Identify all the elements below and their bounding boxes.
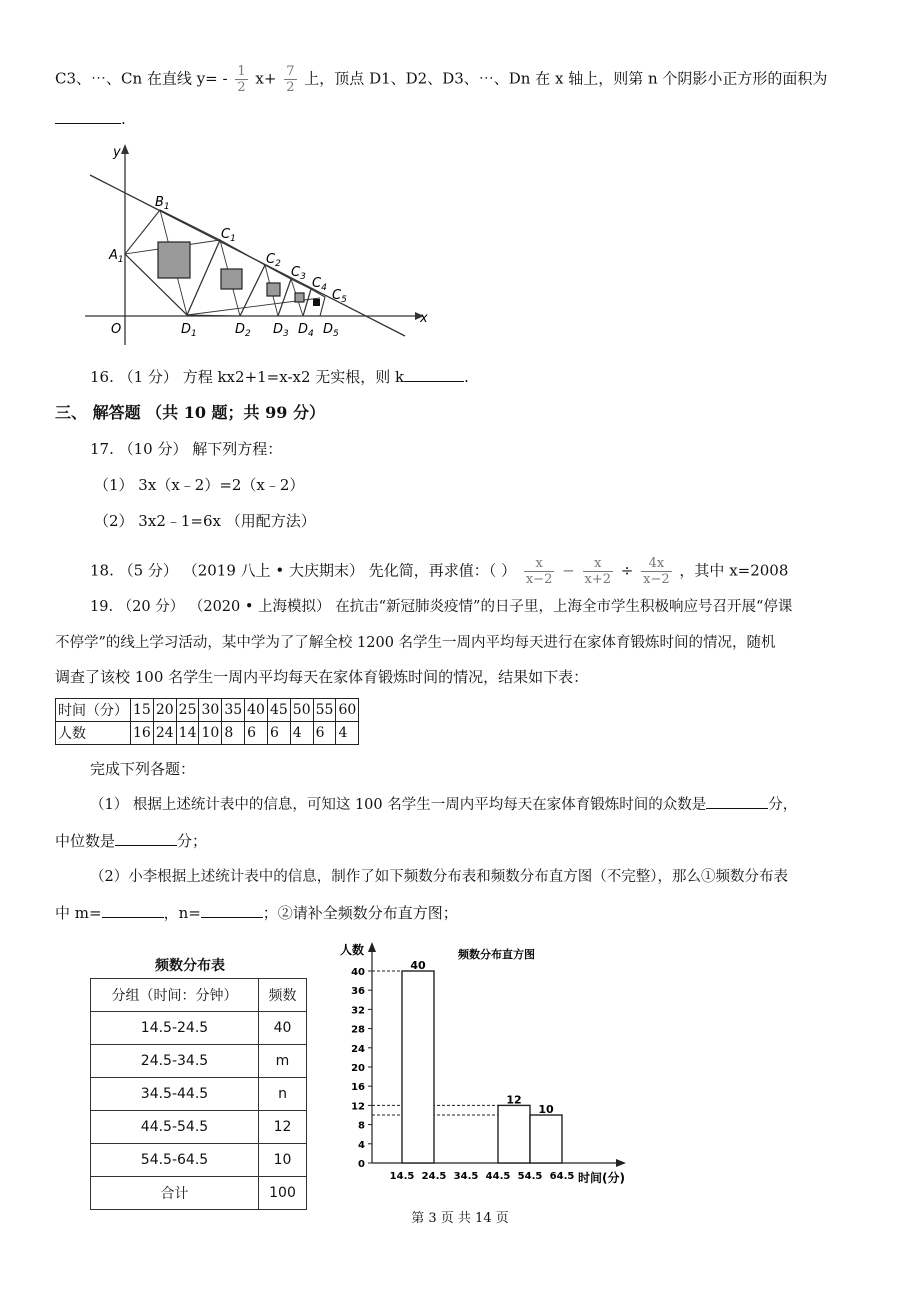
q17-part-2: （2） 3x2﹣1=6x （用配方法） [94,512,316,530]
time-cell: 50 [290,699,313,722]
q19-p2-text: （2）小李根据上述统计表中的信息，制作了如下频数分布表和频数分布直方图（不完整），那么①频数分布表 [90,869,788,885]
label-a1: $A_1$ [109,248,124,265]
q16-text: 16. （1 分） 方程 kx2+1=x-x2 无实根，则 k [90,368,405,386]
q17-title: 17. （10 分） 解下列方程： [90,440,283,458]
y-tick-label: 36 [351,986,365,998]
q19-line-2: 不停学”的线上学习活动，某中学为了了解全校 1200 名学生一周内平均每天进行在家体育锻炼时间的情况，随机 [55,635,776,651]
q15-line [55,64,827,95]
label-b1: $B_1$ [155,195,170,212]
shaded-square-2 [221,269,242,289]
square-3 [240,265,291,316]
count-cell: 4 [336,722,359,745]
q18-tail: ，其中 x=2008 [679,561,789,580]
q19-line-1: 19. （20 分） （2020 • 上海模拟） 在抗击“新冠肺炎疫情”的日子里，上海全市学生积极响应号召开展“停课 [90,599,793,615]
q16-answer-blank[interactable] [404,367,464,382]
page-footer: 第 3 页 共 14 页 [411,1211,509,1226]
time-cell: 20 [153,699,176,722]
freq-table-row [91,1012,307,1045]
histogram-xlabel: 时间(分) [578,1171,625,1185]
freq-group-cell: 14.5-24.5 [91,1012,259,1045]
y-tick-label: 32 [351,1005,365,1017]
count-cell: 16 [131,722,154,745]
y-tick-label: 4 [358,1139,365,1151]
bar-data-label: 40 [410,959,426,972]
count-cell: 8 [222,722,245,745]
y-axis-label: y [113,145,121,160]
y-tick-label: 20 [351,1063,365,1074]
freq-count-cell: n [259,1078,307,1111]
q19-complete: 完成下列各题： [90,760,196,778]
freq-table-row [91,1078,307,1111]
x-axis-label: x [420,311,428,326]
q19-n-label: ，n= [163,904,201,922]
count-cell: 4 [290,722,313,745]
q19-mode-blank[interactable] [706,794,768,809]
q15-frac-half: $\frac{1}{2}$ [237,64,246,95]
freq-count-cell: 40 [259,1012,307,1045]
time-cell: 35 [222,699,245,722]
x-tick-label: 64.5 [549,1171,575,1182]
q18-text: 18. （5 分） （2019 八上 • 大庆期末） 先化简，再求值：（ ） [90,561,517,580]
label-c5: $C_5$ [332,288,347,305]
histogram-title: 频数分布直方图 [458,948,535,961]
label-c1: $C_1$ [221,227,236,244]
y-axis-arrow [121,144,129,154]
q18-frac-1: $\frac{x}{x-2}$ [525,556,553,587]
q19-median-blank[interactable] [115,831,177,846]
freq-count-cell: 10 [259,1144,307,1177]
freq-count-cell: 12 [259,1111,307,1144]
freq-header-group: 分组（时间：分钟） [91,979,259,1012]
x-tick-label: 44.5 [485,1171,511,1182]
freq-table-title: 频数分布表 [155,958,225,974]
q19-data-table [55,698,359,745]
q18-frac-3: $\frac{4x}{x-2}$ [643,556,670,587]
freq-table [90,978,307,1210]
q17-part-1: （1） 3x（x﹣2）=2（x﹣2） [94,476,305,494]
histogram-ylabel: 人数 [340,943,365,957]
time-cell: 30 [199,699,222,722]
q19-n-blank[interactable] [201,903,263,918]
histogram-bar [498,1105,530,1163]
label-d4: $D_4$ [298,322,314,339]
q15-answer-blank[interactable] [55,109,121,124]
freq-group-cell: 24.5-34.5 [91,1045,259,1078]
q18-divide: ÷ [620,561,634,580]
histogram-x-arrow [616,1159,626,1167]
q16-line [90,366,469,388]
count-cell: 14 [176,722,199,745]
q19-part-2-line-2 [55,902,458,924]
q18-frac-2: $\frac{x}{x+2}$ [584,556,611,587]
freq-count-cell: m [259,1045,307,1078]
bar-data-label: 10 [538,1103,554,1116]
count-cell: 6 [313,722,336,745]
y-tick-label: 16 [351,1082,365,1094]
q19-part-2-line [90,866,788,888]
freq-group-cell: 34.5-44.5 [91,1078,259,1111]
label-d2: $D_2$ [235,322,251,339]
freq-total-label: 合计 [91,1177,259,1210]
q19-m-blank[interactable] [102,903,164,918]
freq-group-cell: 44.5-54.5 [91,1111,259,1144]
q19-m-label: 中 m= [55,904,102,922]
q19-median-label: 中位数是 [55,832,116,850]
q19-median-unit: 分； [177,832,208,850]
q19-part-1-line [90,794,797,816]
section-3-title: 三、 解答题 （共 10 题；共 99 分） [55,403,325,422]
label-d3: $D_3$ [273,322,289,339]
freq-total-value: 100 [259,1177,307,1210]
x-tick-label: 24.5 [421,1171,447,1182]
y-tick-label: 0 [358,1159,365,1170]
freq-table-row [91,1045,307,1078]
y-tick-label: 40 [351,967,365,978]
freq-group-cell: 54.5-64.5 [91,1144,259,1177]
shaded-square-5 [313,299,320,306]
q19-line-3: 调查了该校 100 名学生一周内平均每天在家体育锻炼时间的情况，结果如下表： [55,668,589,686]
count-cell: 24 [153,722,176,745]
q18-line [90,556,788,587]
time-cell: 40 [245,699,268,722]
y-tick-label: 24 [351,1043,365,1055]
geometry-figure [75,140,435,350]
x-tick-label: 54.5 [517,1171,543,1182]
freq-table-total [91,1177,307,1210]
freq-table-row [91,1111,307,1144]
label-c4: $C_4$ [312,276,327,293]
bar-data-label: 12 [506,1093,522,1107]
freq-table-header [91,979,307,1012]
freq-table-row [91,1144,307,1177]
q15-part-b: x+ [255,69,277,88]
q19-p1-text: （1） 根据上述统计表中的信息，可知这 100 名学生一周内平均每天在家体育锻炼时间的众数是 [90,797,707,813]
histogram-bar [402,971,434,1163]
time-cell: 45 [267,699,290,722]
q15-period: . [121,110,126,128]
time-cell: 55 [313,699,336,722]
header-time: 时间（分） [56,699,131,722]
q16-period: . [464,368,469,386]
x-tick-label: 14.5 [389,1171,415,1182]
origin-label: O [111,322,122,337]
shaded-square-4 [295,293,304,302]
q15-answer-line [55,108,126,130]
histogram-y-arrow [368,942,376,952]
frequency-histogram [330,938,650,1193]
shaded-square-1 [158,242,190,278]
q18-minus: − [562,561,575,580]
table-row-times [56,699,359,722]
table-row-counts [56,722,359,745]
y-tick-label: 12 [351,1101,365,1113]
label-d5: $D_5$ [323,322,339,339]
q19-part-1-line-2 [55,830,207,852]
q19-p1-unit: 分， [768,797,798,813]
q15-frac-seven-half: $\frac{7}{2}$ [286,64,295,95]
label-c2: $C_2$ [266,252,281,269]
time-cell: 25 [176,699,199,722]
q19-p2-tail: ；②请补全频数分布直方图； [262,904,458,922]
q15-part-c: 上，顶点 D1、D2、D3、⋯、Dn 在 x 轴上，则第 n 个阴影小正方形的面积为 [304,69,828,88]
time-cell: 15 [131,699,154,722]
y-tick-label: 28 [351,1024,365,1036]
count-cell: 6 [267,722,290,745]
time-cell: 60 [336,699,359,722]
freq-header-count: 频数 [259,979,307,1012]
label-c3: $C_3$ [291,265,306,282]
label-d1: $D_1$ [181,322,197,339]
y-tick-label: 8 [358,1120,365,1132]
histogram-bar [530,1115,562,1163]
count-cell: 10 [199,722,222,745]
q15-part-a: C3、⋯、Cn 在直线 y= - [55,69,228,88]
shaded-square-3 [267,283,280,296]
count-cell: 6 [245,722,268,745]
x-tick-label: 34.5 [453,1171,479,1182]
header-count: 人数 [56,722,131,745]
